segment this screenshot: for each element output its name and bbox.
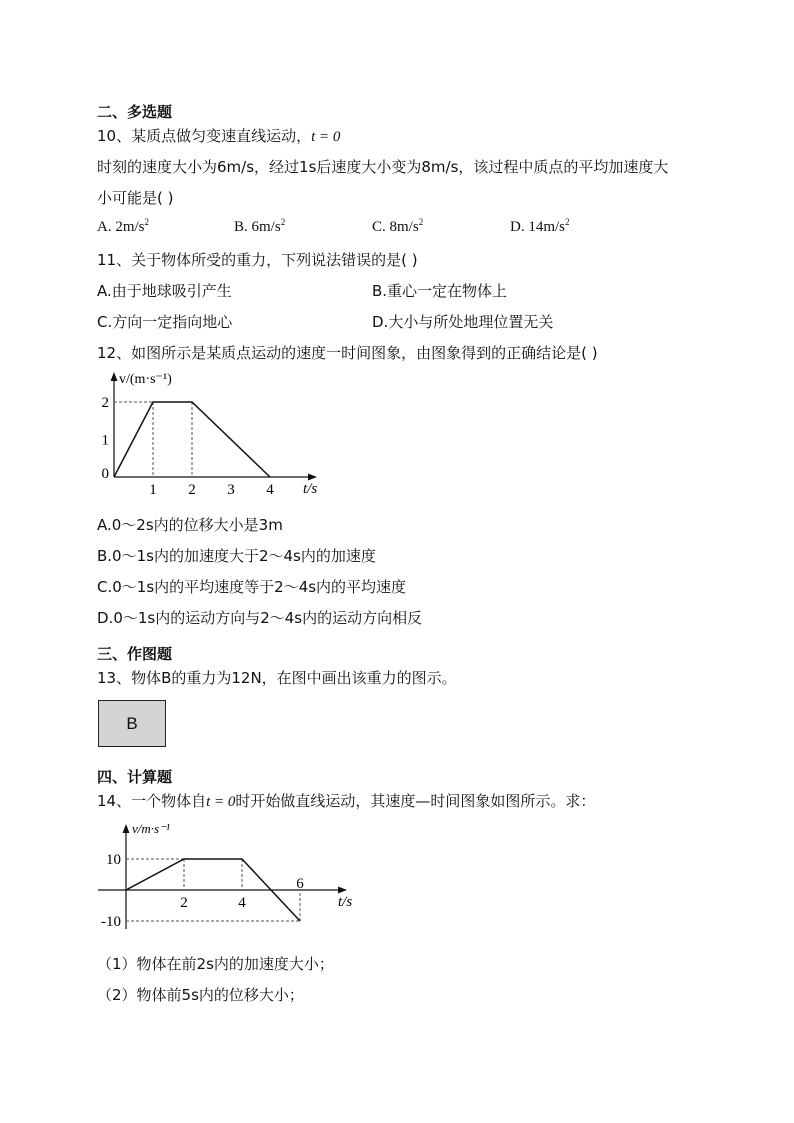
y-axis-label: v/(m·s⁻¹) (119, 372, 172, 387)
q11-option-d[interactable]: D.大小与所处地理位置无关 (372, 313, 554, 331)
q11-option-b[interactable]: B.重心一定在物体上 (372, 282, 508, 300)
x-tick-label: 4 (238, 895, 246, 911)
x-tick-label: 3 (227, 482, 235, 498)
q14-stem-math: t = 0 (206, 794, 236, 810)
q11-option-c[interactable]: C.方向一定指向地心 (97, 313, 233, 331)
q12-velocity-time-chart (95, 364, 335, 502)
x-axis-arrow (338, 887, 347, 894)
y-axis-arrow (123, 824, 130, 833)
section-title-drawing: 三、作图题 (97, 645, 173, 663)
q10-option-b[interactable]: B. $6m/s^2$ (234, 217, 286, 235)
y-tick-label: 2 (101, 395, 109, 411)
q12-option-a[interactable]: A.0～2s内的位移大小是3m (97, 516, 283, 534)
x-axis-label: t/s (303, 481, 318, 497)
y-tick-label: 10 (106, 852, 121, 868)
x-axis-label: t/s (338, 894, 353, 910)
q14-part-2: （2）物体前5s内的位移大小； (97, 986, 304, 1004)
q12-option-c[interactable]: C.0～1s内的平均速度等于2～4s内的平均速度 (97, 578, 407, 596)
x-axis-arrow (308, 474, 317, 481)
q10-stem-line3: 小可能是( ) (97, 189, 174, 207)
q10-stem-line1 (97, 125, 340, 146)
y-axis-label: v/m·s⁻¹ (132, 821, 170, 836)
q10-option-a[interactable]: A. $2m/s^2$ (97, 217, 150, 235)
q11-stem: 11、关于物体所受的重力，下列说法错误的是( ) (97, 251, 418, 269)
q14-stem (97, 790, 595, 811)
section-title-multi-choice: 二、多选题 (97, 103, 173, 121)
q14-part-1: （1）物体在前2s内的加速度大小； (97, 955, 334, 973)
section-title-calculation: 四、计算题 (97, 768, 173, 786)
q10-option-c[interactable]: C. $8m/s^2$ (372, 217, 424, 235)
x-tick-label: 6 (296, 876, 304, 892)
object-b-box: B (98, 700, 166, 747)
q12-stem: 12、如图所示是某质点运动的速度一时间图象，由图象得到的正确结论是( ) (97, 344, 598, 362)
q14-velocity-time-chart (95, 814, 365, 942)
q10-stem-text: 10、某质点做匀变速直线运动， (97, 127, 312, 145)
q12-option-b[interactable]: B.0～1s内的加速度大于2～4s内的加速度 (97, 547, 376, 565)
x-tick-label: 2 (188, 482, 196, 498)
q13-stem: 13、物体B的重力为12N，在图中画出该重力的图示。 (97, 669, 457, 687)
q11-option-a[interactable]: A.由于地球吸引产生 (97, 282, 232, 300)
x-tick-label: 4 (266, 482, 274, 498)
y-tick-label: 1 (101, 432, 109, 449)
q14-stem-post: 时开始做直线运动，其速度—时间图象如图所示。求： (235, 792, 596, 810)
q10-option-d[interactable]: D. $14m/s^2$ (510, 217, 570, 235)
y-tick-label: 0 (101, 466, 109, 482)
q12-option-d[interactable]: D.0～1s内的运动方向与2～4s内的运动方向相反 (97, 609, 423, 627)
x-tick-label: 1 (149, 482, 157, 498)
q10-stem-line2: 时刻的速度大小为6m/s，经过1s后速度大小变为8m/s，该过程中质点的平均加速度大 (97, 158, 669, 176)
y-axis-arrow (111, 372, 118, 381)
y-tick-label: -10 (101, 914, 121, 930)
q14-stem-pre: 14、一个物体自 (97, 792, 207, 810)
q10-stem-math: t = 0 (311, 129, 341, 145)
x-tick-label: 2 (180, 895, 188, 911)
